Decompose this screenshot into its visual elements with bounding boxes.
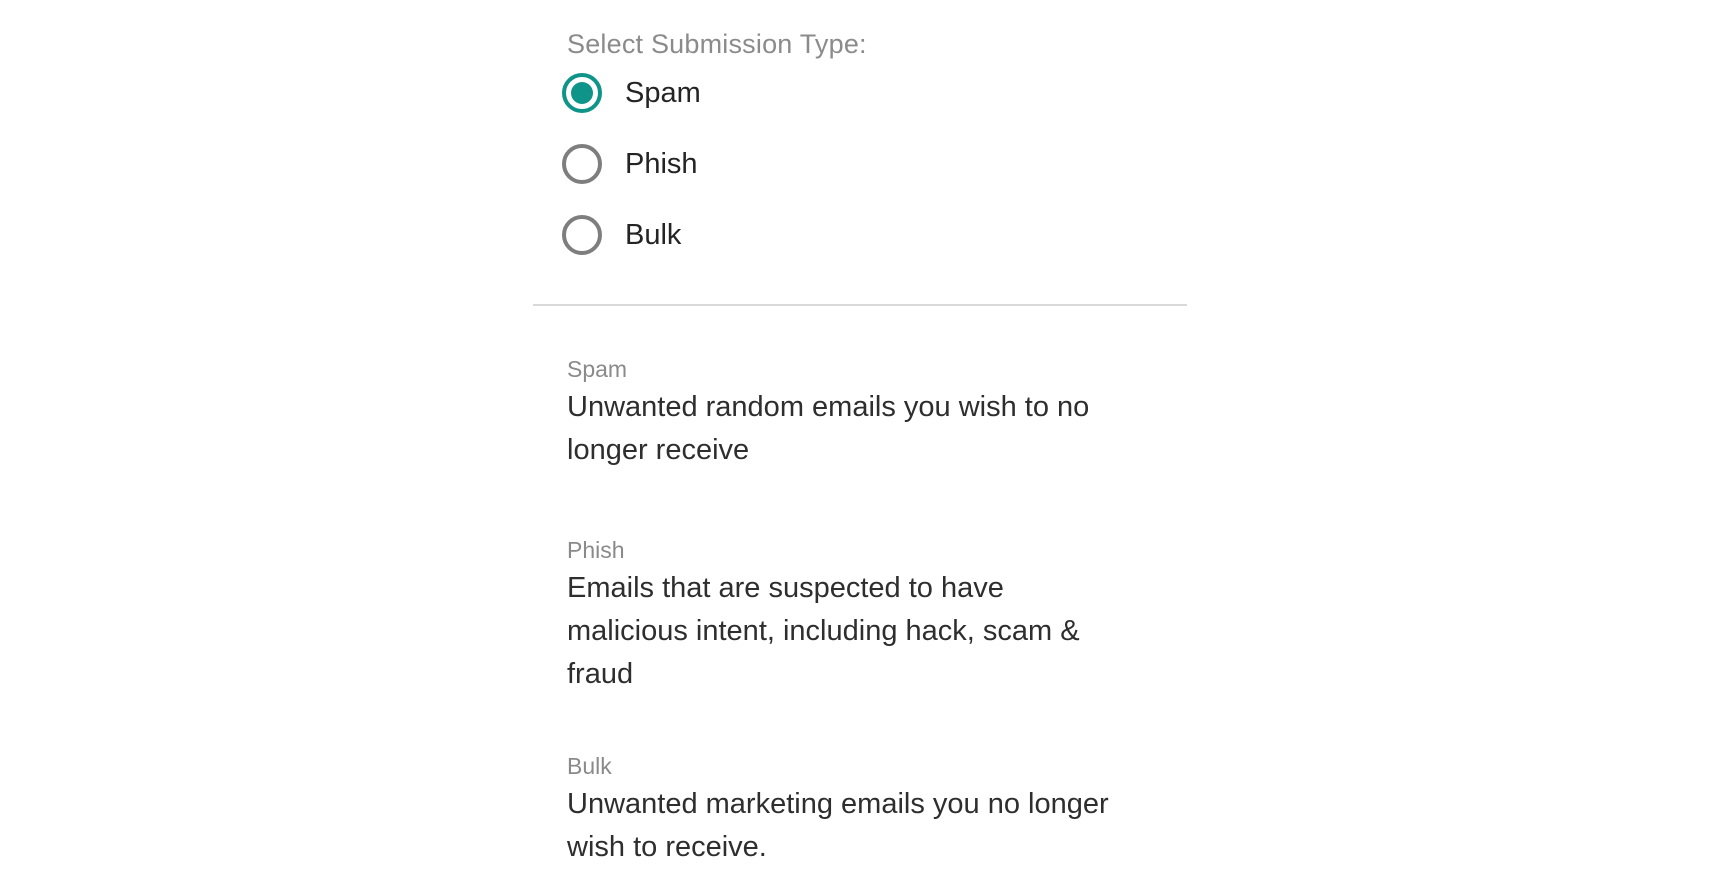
submission-type-radio-group [562, 73, 701, 255]
description-line: wish to receive. [567, 831, 767, 863]
radio-phish-label: Phish [625, 148, 698, 180]
radio-spam-selected-icon[interactable] [562, 73, 602, 113]
section-divider [533, 304, 1187, 306]
description-line: longer receive [567, 434, 750, 466]
radio-bulk-label: Bulk [625, 219, 682, 251]
description-line: Emails that are suspected to have [567, 572, 1004, 604]
radio-spam-label: Spam [625, 77, 701, 109]
radio-phish-unselected-icon[interactable] [562, 144, 602, 184]
description-line: fraud [567, 658, 634, 690]
radio-option-phish[interactable] [562, 144, 701, 184]
description-title-spam: Spam [567, 356, 628, 382]
description-section-spam [567, 354, 1167, 472]
radio-option-spam[interactable] [562, 73, 701, 113]
description-section-bulk [567, 751, 1167, 869]
radio-bulk-unselected-icon[interactable] [562, 215, 602, 255]
description-line: Unwanted marketing emails you no longer [567, 788, 1109, 820]
description-title-phish: Phish [567, 537, 625, 563]
description-section-phish [567, 535, 1167, 696]
select-submission-type-label: Select Submission Type: [567, 29, 867, 59]
description-line: malicious intent, including hack, scam & [567, 615, 1080, 647]
radio-option-bulk[interactable] [562, 215, 701, 255]
description-line: Unwanted random emails you wish to no [567, 391, 1090, 423]
description-title-bulk: Bulk [567, 753, 612, 779]
